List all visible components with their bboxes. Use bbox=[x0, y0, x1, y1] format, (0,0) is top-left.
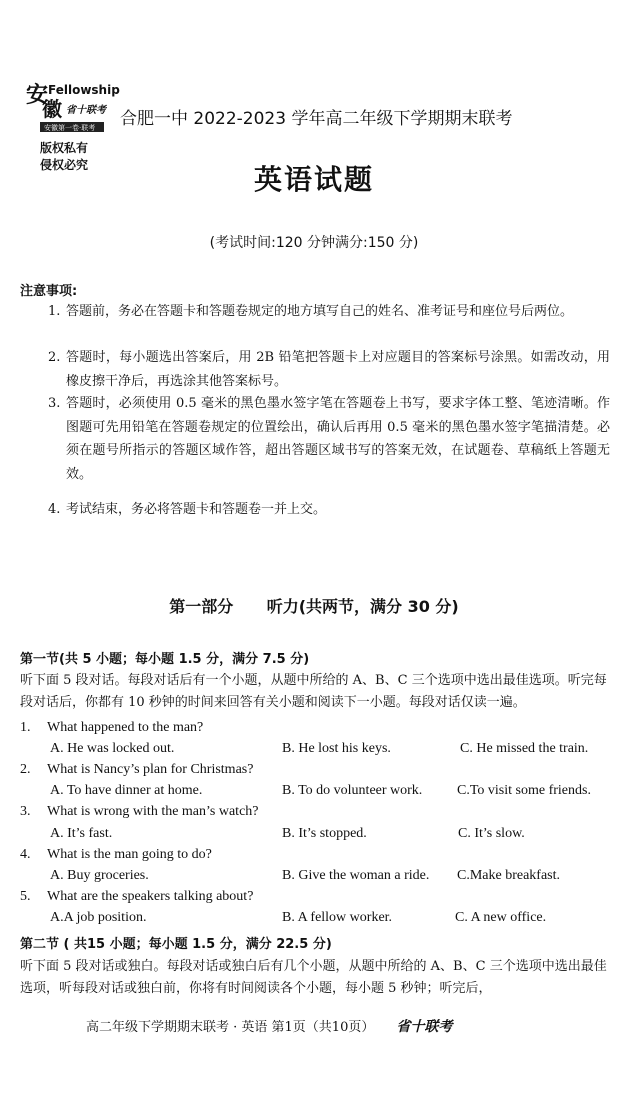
exam-title: 合肥一中 2022-2023 学年高二年级下学期期末联考 bbox=[120, 109, 513, 129]
option-a: A. To have dinner at home. bbox=[50, 783, 203, 798]
option-b: B. It’s stopped. bbox=[282, 826, 367, 841]
question bbox=[20, 720, 203, 736]
notice-item-text: 答题时，必须使用 0.5 毫米的黑色墨水签字笔在答题卷上书写，要求字体工整、笔迹清晰。作图题可先用铅笔在答题卷规定的位置绘出，确认后再用 0.5 毫米的黑色墨水签字笔描清楚。必须在题号所指示的答题区域作答，超出答题区域书写的答案无效，在试题卷、草稿纸上答题无效。 bbox=[66, 396, 610, 482]
question bbox=[20, 889, 253, 905]
copyright-line-2: 侵权必究 bbox=[40, 158, 89, 172]
section-one-instructions: 听下面 5 段对话。每段对话后有一个小题，从题中所给的 A、B、C 三个选项中选出最佳选项。听完每段对话后，你都有 10 秒钟的时间来回答有关小题和阅读下一小题。每段对话仅读一遍。 bbox=[20, 673, 607, 710]
option-a: A. He was locked out. bbox=[50, 741, 175, 756]
notice-item bbox=[48, 300, 610, 324]
copyright-line-1: 版权私有 bbox=[40, 141, 89, 155]
option-b: B. To do volunteer work. bbox=[282, 783, 423, 798]
question-number: 2. bbox=[20, 762, 31, 777]
option-a: A. Buy groceries. bbox=[50, 868, 149, 883]
question-text: What are the speakers talking about? bbox=[47, 889, 254, 904]
question bbox=[20, 847, 212, 863]
subject-title: 英语试题 bbox=[253, 163, 374, 196]
question-text: What is wrong with the man’s watch? bbox=[47, 804, 259, 819]
fellowship-logo bbox=[24, 80, 120, 136]
footer-brand: 省十联考 bbox=[396, 1019, 453, 1035]
notice-item-number: 3. bbox=[48, 396, 61, 411]
exam-time-info: (考试时间:120 分钟满分:150 分) bbox=[209, 235, 419, 251]
notice-item bbox=[48, 498, 610, 522]
notice-item-number: 4. bbox=[48, 502, 61, 517]
option-c: C. It’s slow. bbox=[458, 826, 525, 841]
page-footer bbox=[86, 1016, 452, 1036]
notice-item-text: 答题时，每小题选出答案后，用 2B 铅笔把答题卡上对应题目的答案标号涂黑。如需改动，用橡皮擦干净后，再选涂其他答案标号。 bbox=[66, 350, 610, 389]
svg-text:徽: 徽 bbox=[42, 97, 62, 121]
logo-char: 安 bbox=[26, 82, 49, 108]
notice-item-number: 2. bbox=[48, 350, 61, 365]
option-b: B. A fellow worker. bbox=[282, 910, 393, 925]
notice-item bbox=[48, 392, 610, 486]
option-b: B. He lost his keys. bbox=[282, 741, 391, 756]
notice-item-text: 考试结束，务必将答题卡和答题卷一并上交。 bbox=[66, 502, 327, 517]
option-a: A. It’s fast. bbox=[50, 826, 113, 841]
question-number: 3. bbox=[20, 804, 31, 819]
option-b: B. Give the woman a ride. bbox=[282, 868, 430, 883]
notice-item bbox=[48, 346, 610, 393]
footer-text: 高二年级下学期期末联考 · 英语 第1页（共10页） bbox=[86, 1020, 375, 1035]
question-number: 1. bbox=[20, 720, 31, 735]
option-c: C. He missed the train. bbox=[460, 741, 589, 756]
svg-text:安徽第一卷·联考: 安徽第一卷·联考 bbox=[44, 124, 96, 132]
svg-text:Fellowship: Fellowship bbox=[48, 83, 120, 97]
question bbox=[20, 762, 253, 778]
notice-title: 注意事项: bbox=[20, 284, 78, 299]
svg-text:省十联考: 省十联考 bbox=[66, 105, 106, 116]
question bbox=[20, 804, 259, 820]
option-a: A.A job position. bbox=[50, 910, 147, 925]
option-c: C. A new office. bbox=[455, 910, 547, 925]
question-number: 4. bbox=[20, 847, 31, 862]
notice-item-number: 1. bbox=[48, 304, 61, 319]
notice-item-text: 答题前，务必在答题卡和答题卷规定的地方填写自己的姓名、准考证号和座位号后两位。 bbox=[66, 304, 574, 319]
part-one-title: 第一部分 听力(共两节，满分 30 分) bbox=[169, 597, 459, 616]
section-two-instructions: 听下面 5 段对话或独白。每段对话或独白后有几个小题，从题中所给的 A、B、C 三个选项中选出最佳选项，听每段对话或独白前，你将有时间阅读各个小题，每小题 5 秒钟；听完后， bbox=[20, 959, 607, 996]
section-one-title: 第一节(共 5 小题；每小题 1.5 分，满分 7.5 分) bbox=[20, 652, 310, 667]
question-text: What is Nancy’s plan for Christmas? bbox=[47, 762, 254, 777]
section-two-title: 第二节 ( 共15 小题；每小题 1.5 分，满分 22.5 分) bbox=[20, 937, 332, 952]
option-c: C.To visit some friends. bbox=[457, 783, 591, 798]
question-text: What is the man going to do? bbox=[47, 847, 212, 862]
question-text: What happened to the man? bbox=[47, 720, 204, 735]
option-c: C.Make breakfast. bbox=[457, 868, 561, 883]
question-number: 5. bbox=[20, 889, 31, 904]
